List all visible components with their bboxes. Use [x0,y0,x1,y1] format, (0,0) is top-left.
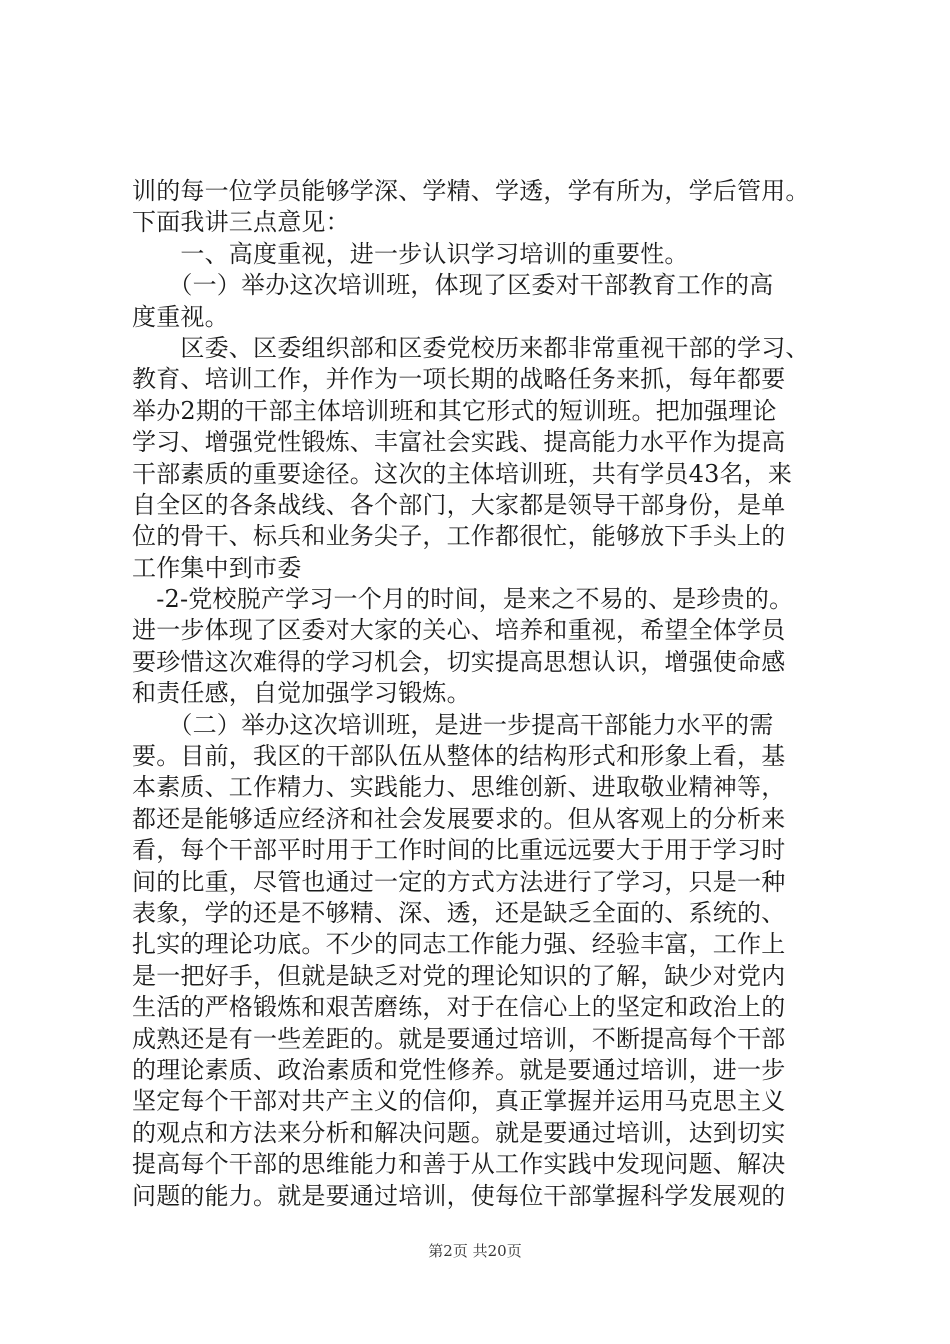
text-line: 和责任感，自觉加强学习锻炼。 [132,679,471,708]
section-heading: 一、高度重视，进一步认识学习培训的重要性。 [132,239,689,268]
page-number-label: 第2页 共20页 [428,1242,522,1260]
text-line: 干部素质的重要途径。这次的主体培训班，共有学员43名，来 [132,459,793,488]
text-line: 区委、区委组织部和区委党校历来都非常重视干部的学习、 [132,333,810,362]
subsection-heading: 度重视。 [132,302,229,331]
subsection-heading: （二）举办这次培训班，是进一步提高干部能力水平的需 [132,710,774,739]
text-line: 举办2期的干部主体培训班和其它形式的短训班。把加强理论 [132,396,777,425]
text-line: 都还是能够适应经济和社会发展要求的。但从客观上的分析来 [132,804,786,833]
text-line: 间的比重，尽管也通过一定的方式方法进行了学习，只是一种 [132,867,786,896]
text-line: -2-党校脱产学习一个月的时间，是来之不易的、是珍贵的。 [132,585,794,614]
text-line: 学习、增强党性锻炼、丰富社会实践、提高能力水平作为提高 [132,428,786,457]
text-line: 生活的严格锻炼和艰苦磨练，对于在信心上的坚定和政治上的 [132,993,786,1022]
text-line: 训的每一位学员能够学深、学精、学透，学有所为，学后管用。 [132,177,810,205]
document-body [132,176,852,1212]
text-line: 是一把好手，但就是缺乏对党的理论知识的了解，缺少对党内 [132,961,786,990]
subsection-heading: （一）举办这次培训班，体现了区委对干部教育工作的高 [132,271,774,300]
text-line: 提高每个干部的思维能力和善于从工作实践中发现问题、解决 [132,1150,786,1179]
text-line: 扎实的理论功底。不少的同志工作能力强、经验丰富，工作上 [132,930,786,959]
text-line: 位的骨干、标兵和业务尖子，工作都很忙，能够放下手头上的 [132,522,786,551]
text-line: 的观点和方法来分析和解决问题。就是要通过培训，达到切实 [132,1118,786,1147]
text-line: 教育、培训工作，并作为一项长期的战略任务来抓，每年都要 [132,365,786,394]
text-line: 下面我讲三点意见： [132,208,350,237]
text-line: 工作集中到市委 [132,553,302,582]
page-footer [0,1241,950,1261]
text-line: 成熟还是有一些差距的。就是要通过培训，不断提高每个干部 [132,1024,786,1053]
text-line: 要珍惜这次难得的学习机会，切实提高思想认识，增强使命感 [132,647,786,676]
text-line: 自全区的各条战线、各个部门，大家都是领导干部身份，是单 [132,490,786,519]
text-line: 坚定每个干部对共产主义的信仰，真正掌握并运用马克思主义 [132,1087,786,1116]
text-line: 看，每个干部平时用于工作时间的比重远远要大于用于学习时 [132,836,786,865]
text-line: 的理论素质、政治素质和党性修养。就是要通过培训，进一步 [132,1055,786,1084]
text-line: 进一步体现了区委对大家的关心、培养和重视，希望全体学员 [132,616,786,645]
text-line: 问题的能力。就是要通过培训，使每位干部掌握科学发展观的 [132,1181,786,1210]
text-line: 表象，学的还是不够精、深、透，还是缺乏全面的、系统的、 [132,898,786,927]
text-line: 本素质、工作精力、实践能力、思维创新、进取敬业精神等， [132,773,786,802]
text-line: 要。目前，我区的干部队伍从整体的结构形式和形象上看，基 [132,742,786,771]
